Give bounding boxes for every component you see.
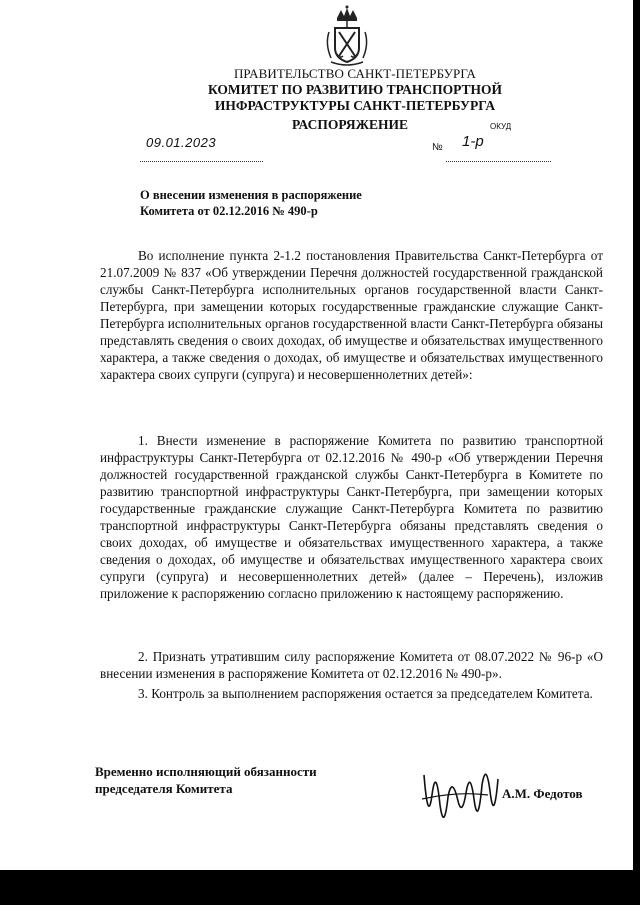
government-heading: ПРАВИТЕЛЬСТВО САНКТ-ПЕТЕРБУРГА	[233, 66, 477, 81]
handwritten-signature-icon	[418, 755, 508, 835]
clause-2-paragraph: 2. Признать утратившим силу распоряжение Комитета от 08.07.2022 № 96-р «О внесении изменения в распоряжение Комитета от 02.12.2016 № 490-р».	[100, 649, 603, 681]
clause-1-paragraph: 1. Внести изменение в распоряжение Комитета по развитию транспортной инфраструктуры Санкт-Петербурга от 02.12.2016 № 490-р «Об утверждении Перечня должностей государственной гражданской службы Санкт-Петербурга в Комитете по развитию транспортной инфраструктуры Санкт-Петербурга, при замещении которых государственные гражданские служащие Санкт-Петербурга Комитета по развитию транспортной инфраструктуры Санкт-Петербурга обязаны представлять сведения о своих доходах, об имуществе и обязательствах имущественного характера, а также сведения о доходах, об имуществе и обязательствах имущественного характера своих супруги (супруга) и несовершеннолетних детей» (далее – Перечень), изложив приложение к распоряжению согласно приложению к настоящему распоряжению.	[100, 433, 603, 601]
number-underline	[446, 151, 551, 162]
signer-title-line1: Временно исполняющий обязанности	[95, 764, 317, 779]
document-type-heading: РАСПОРЯЖЕНИЕ	[291, 117, 409, 132]
subject-line1: О внесении изменения в распоряжение	[140, 188, 362, 202]
subject-line2: Комитета от 02.12.2016 № 490-р	[140, 204, 318, 218]
coat-of-arms-icon	[315, 4, 379, 68]
committee-heading-line1: КОМИТЕТ ПО РАЗВИТИЮ ТРАНСПОРТНОЙ	[207, 82, 503, 97]
okud-label: ОКУД	[490, 122, 512, 131]
preamble-paragraph: Во исполнение пункта 2-1.2 постановления Правительства Санкт-Петербурга от 21.07.2009 № 837 «Об утверждении Перечня должностей государственной гражданской службы Санкт-Петербурга исполнительных органов государственной власти Санкт-Петербурга, при замещении которых государственные гражданские служащие Санкт-Петербурга исполнительных органов государственной власти Санкт-Петербурга обязаны представлять сведения о своих доходах, об имуществе и обязательствах имущественного характера, а также сведения о доходах, об имуществе и обязательствах имущественного характера своих супруги (супруга) и несовершеннолетних детей»:	[100, 248, 603, 382]
signer-name: А.М. Федотов	[502, 786, 583, 801]
scan-edge-right	[633, 0, 640, 905]
clause-3-paragraph: 3. Контроль за выполнением распоряжения остается за председателем Комитета.	[138, 686, 593, 701]
document-subject	[140, 187, 440, 219]
signer-title-line2: председателя Комитета	[95, 781, 233, 796]
document-number: 1-р	[462, 133, 484, 150]
committee-heading-line2: ИНФРАСТРУКТУРЫ САНКТ-ПЕТЕРБУРГА	[214, 98, 496, 113]
document-date: 09.01.2023	[146, 135, 217, 150]
scan-edge-bottom	[0, 870, 640, 905]
date-underline	[140, 149, 263, 162]
signer-title	[95, 763, 375, 797]
number-label: №	[432, 142, 443, 153]
